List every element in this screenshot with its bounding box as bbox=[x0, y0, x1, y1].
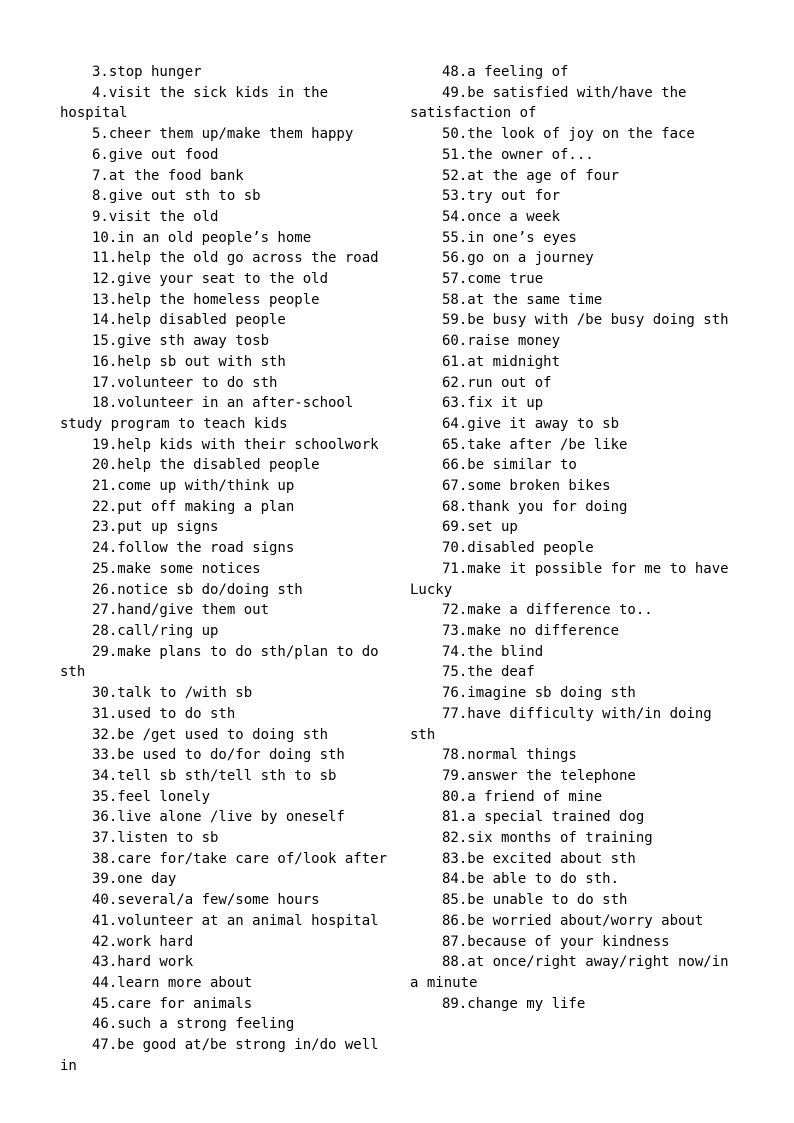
phrase-item: 88.at once/right away/right now/in a minute bbox=[410, 954, 738, 991]
phrase-item: 29.make plans to do sth/plan to do sth bbox=[60, 643, 388, 681]
phrase-item: 48.a feeling of bbox=[442, 64, 569, 80]
phrase-item: 43.hard work bbox=[92, 954, 194, 971]
phrase-item: 6.give out food bbox=[92, 146, 219, 163]
phrase-item: 13.help the homeless people bbox=[92, 291, 320, 308]
phrase-item: 45.care for animals bbox=[92, 995, 253, 1012]
phrase-item: 32.be /get used to doing sth bbox=[92, 726, 329, 743]
phrase-item: 64.give it away to sb bbox=[442, 415, 620, 432]
phrase-item: 46.such a strong feeling bbox=[92, 1016, 295, 1033]
phrase-item: 21.come up with/think up bbox=[92, 478, 295, 495]
phrase-item: 61.at midnight bbox=[442, 353, 561, 370]
phrase-item: 57.come true bbox=[442, 271, 544, 288]
phrase-item: 44.learn more about bbox=[92, 974, 253, 991]
phrase-item: 33.be used to do/for doing sth bbox=[92, 747, 345, 764]
phrase-item: 59.be busy with /be busy doing sth bbox=[442, 312, 729, 329]
phrase-item: 15.give sth away tosb bbox=[92, 333, 270, 350]
phrase-item: 81.a special trained dog bbox=[442, 809, 645, 826]
phrase-item: 17.volunteer to do sth bbox=[92, 374, 278, 391]
phrase-item: 65.take after /be like bbox=[442, 436, 628, 453]
phrase-item: 54.once a week bbox=[442, 208, 561, 225]
phrase-item: 18.volunteer in an after-school study program to teach kids bbox=[60, 395, 362, 432]
phrase-item: 50.the look of joy on the face bbox=[442, 126, 695, 143]
phrase-item: 30.talk to /with sb bbox=[92, 685, 253, 702]
phrase-item: 62.run out of bbox=[442, 374, 552, 391]
phrase-item: 35.feel lonely bbox=[92, 788, 211, 805]
phrase-item: 73.make no difference bbox=[442, 622, 620, 639]
phrase-item: 22.put off making a plan bbox=[92, 498, 295, 515]
phrase-item: 42.work hard bbox=[92, 933, 194, 950]
phrase-item: 11.help the old go across the road bbox=[92, 250, 379, 267]
phrase-item: 60.raise money bbox=[442, 333, 561, 350]
phrase-item: 39.one day bbox=[92, 871, 177, 888]
phrase-item: 14.help disabled people bbox=[92, 312, 286, 329]
phrase-item: 67.some broken bikes bbox=[442, 478, 611, 495]
phrase-item: 56.go on a journey bbox=[442, 250, 594, 267]
right-column bbox=[410, 62, 740, 1014]
phrase-item: 78.normal things bbox=[442, 747, 577, 764]
phrase-item: 89.change my life bbox=[442, 995, 586, 1012]
phrase-item: 72.make a difference to.. bbox=[442, 602, 653, 619]
phrase-item: 83.be excited about sth bbox=[442, 850, 636, 867]
phrase-item: 26.notice sb do/doing sth bbox=[92, 581, 303, 598]
phrase-item: 53.try out for bbox=[442, 188, 561, 205]
phrase-item: 3.stop hunger bbox=[92, 64, 202, 80]
phrase-item: 86.be worried about/worry about bbox=[442, 912, 704, 929]
phrase-item: 85.be unable to do sth bbox=[442, 892, 628, 909]
phrase-item: 34.tell sb sth/tell sth to sb bbox=[92, 767, 337, 784]
left-column bbox=[60, 62, 390, 1076]
phrase-item: 70.disabled people bbox=[442, 540, 594, 557]
phrase-item: 31.used to do sth bbox=[92, 705, 236, 722]
phrase-item: 80.a friend of mine bbox=[442, 788, 603, 805]
phrase-item: 74.the blind bbox=[442, 643, 544, 660]
phrase-item: 36.live alone /live by oneself bbox=[92, 809, 345, 826]
phrase-item: 75.the deaf bbox=[442, 664, 535, 681]
phrase-item: 25.make some notices bbox=[92, 560, 261, 577]
phrase-item: 51.the owner of... bbox=[442, 146, 594, 163]
phrase-item: 12.give your seat to the old bbox=[92, 271, 329, 288]
phrase-item: 38.care for/take care of/look after bbox=[92, 850, 388, 867]
phrase-item: 47.be good at/be strong in/do well in bbox=[60, 1037, 388, 1074]
phrase-item: 69.set up bbox=[442, 519, 518, 536]
phrase-item: 7.at the food bank bbox=[92, 167, 244, 184]
phrase-item: 4.visit the sick kids in the hospital bbox=[60, 84, 337, 122]
phrase-item: 71.make it possible for me to have Lucky bbox=[410, 560, 738, 598]
phrase-item: 8.give out sth to sb bbox=[92, 188, 261, 205]
phrase-item: 24.follow the road signs bbox=[92, 540, 295, 557]
phrase-item: 66.be similar to bbox=[442, 457, 577, 474]
phrase-item: 68.thank you for doing bbox=[442, 498, 628, 515]
phrase-item: 87.because of your kindness bbox=[442, 933, 670, 950]
phrase-item: 58.at the same time bbox=[442, 291, 603, 308]
phrase-item: 84.be able to do sth. bbox=[442, 871, 620, 888]
phrase-item: 20.help the disabled people bbox=[92, 457, 320, 474]
phrase-item: 41.volunteer at an animal hospital bbox=[92, 912, 379, 929]
phrase-item: 28.call/ring up bbox=[92, 622, 219, 639]
phrase-item: 63.fix it up bbox=[442, 395, 544, 412]
phrase-item: 23.put up signs bbox=[92, 519, 219, 536]
phrase-item: 16.help sb out with sth bbox=[92, 353, 286, 370]
phrase-item: 27.hand/give them out bbox=[92, 602, 270, 619]
phrase-item: 52.at the age of four bbox=[442, 167, 620, 184]
phrase-item: 79.answer the telephone bbox=[442, 767, 636, 784]
phrase-item: 9.visit the old bbox=[92, 208, 219, 225]
phrase-item: 10.in an old people’s home bbox=[92, 229, 312, 246]
phrase-item: 5.cheer them up/make them happy bbox=[92, 126, 354, 143]
phrase-item: 40.several/a few/some hours bbox=[92, 892, 320, 909]
phrase-item: 76.imagine sb doing sth bbox=[442, 685, 636, 702]
phrase-item: 55.in one’s eyes bbox=[442, 229, 577, 246]
phrase-item: 82.six months of training bbox=[442, 830, 653, 847]
phrase-item: 49.be satisfied with/have the satisfaction of bbox=[410, 84, 695, 122]
phrase-item: 37.listen to sb bbox=[92, 830, 219, 847]
phrase-item: 77.have difficulty with/in doing sth bbox=[410, 705, 721, 743]
phrase-item: 19.help kids with their schoolwork bbox=[92, 436, 379, 453]
